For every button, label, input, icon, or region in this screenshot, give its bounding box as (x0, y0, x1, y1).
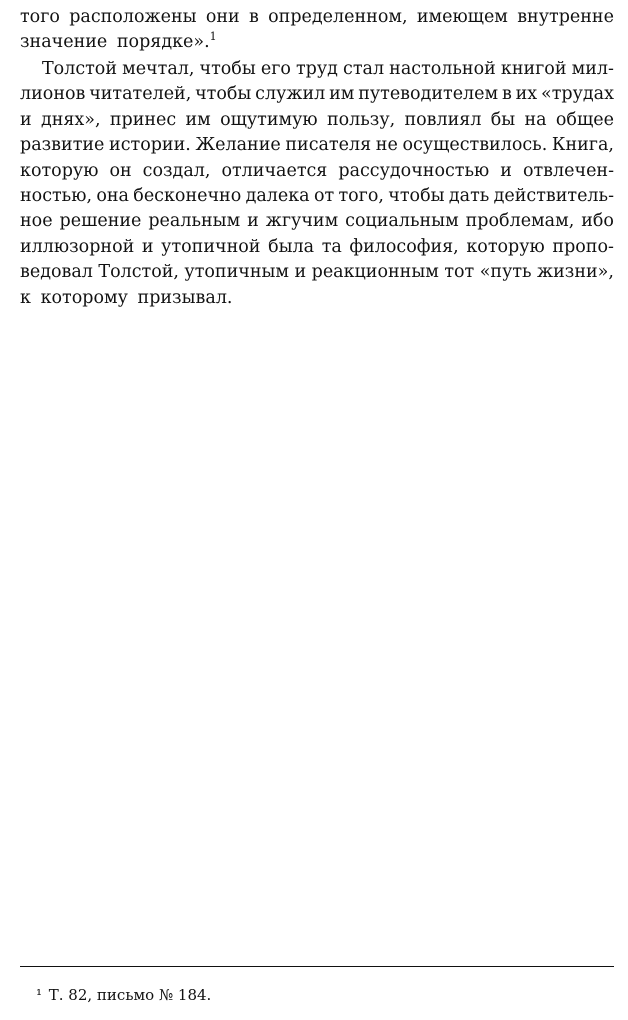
word: осуществилось. (402, 135, 548, 156)
word: ведовал (20, 262, 93, 283)
word: пропо- (552, 236, 614, 257)
text-line (20, 133, 614, 158)
word: проблемам, (465, 211, 575, 232)
word: к (20, 287, 31, 308)
word: читателей, (89, 84, 192, 105)
text-line (20, 159, 614, 184)
word: она (96, 185, 129, 206)
footnote-divider (20, 966, 614, 967)
word: они (205, 7, 240, 27)
word: жгучим (265, 211, 339, 232)
word: Толстой, (98, 262, 179, 283)
word: повлиял (404, 109, 482, 130)
word: и (141, 236, 154, 257)
paragraph-continuation (20, 5, 614, 56)
word: от (313, 185, 335, 206)
word: иллюзорной (20, 236, 135, 257)
word: труд (296, 59, 338, 79)
word: внутренне (517, 7, 614, 27)
text-line (20, 82, 614, 107)
text-line (20, 184, 614, 209)
word: философия, (349, 236, 459, 257)
word: отвлечен- (522, 160, 614, 181)
word: писателя (285, 135, 372, 156)
word: настольной (389, 59, 496, 79)
word: бесконечно (133, 185, 242, 206)
word: и (247, 211, 259, 232)
word: рассудочностью (338, 160, 490, 181)
word: не (375, 135, 398, 156)
word: ностью, (20, 185, 93, 206)
word: которому (40, 287, 128, 308)
word: того (20, 7, 60, 27)
word: порядке».$^1$ (116, 29, 217, 53)
text-line (20, 286, 614, 311)
text-line (20, 209, 614, 234)
word: принес (109, 109, 177, 130)
word: общее (555, 109, 614, 130)
word: создал, (142, 160, 211, 181)
word: реальным (148, 211, 241, 232)
word: дать (448, 185, 490, 206)
word: которую (20, 160, 99, 181)
word: ное (20, 211, 53, 232)
text-line (20, 30, 614, 55)
word: социальным (345, 211, 459, 232)
word: «путь (479, 262, 532, 283)
word: книгой (500, 59, 567, 79)
word: путеводителем (358, 84, 499, 105)
word: жизни», (537, 262, 614, 283)
word: ибо (581, 211, 614, 232)
text-line (20, 57, 614, 82)
word: утопичным (184, 262, 290, 283)
word: мечтал, (122, 59, 195, 79)
word: «трудах (540, 84, 614, 105)
text-line (20, 5, 614, 30)
word: лионов (20, 84, 86, 105)
word: чтобы (199, 59, 256, 79)
word: та (321, 236, 342, 257)
text-line (20, 108, 614, 133)
word: решение (59, 211, 142, 232)
text-line (20, 235, 614, 260)
word: бы (490, 109, 516, 130)
word: развитие (20, 135, 105, 156)
word: днях», (40, 109, 101, 130)
word: в (501, 84, 512, 105)
word: значение (20, 32, 108, 53)
word: имеющем (416, 7, 508, 27)
word: реакционным (311, 262, 439, 283)
word: была (268, 236, 315, 257)
word: истории. (109, 135, 191, 156)
word: стал (343, 59, 385, 79)
word: и (294, 262, 307, 283)
word: Желание (195, 135, 281, 156)
word: чтобы (195, 84, 252, 105)
word: отличается (221, 160, 328, 181)
word: на (524, 109, 547, 130)
word: и (500, 160, 512, 181)
word: которую (466, 236, 545, 257)
word: служил (255, 84, 326, 105)
word: мил- (571, 59, 614, 79)
paragraph-tolstoy-dream (20, 57, 614, 311)
word: Толстой (42, 59, 118, 79)
word: действитель- (493, 185, 614, 206)
word: и (20, 109, 32, 130)
text-line (20, 260, 614, 285)
word: того, (338, 185, 384, 206)
word: им (329, 84, 355, 105)
footnote (36, 986, 211, 1004)
word: им (185, 109, 211, 130)
footnote-text: Т. 82, письмо № 184. (48, 986, 212, 1004)
word: определенном, (268, 7, 408, 27)
word: чтобы (388, 185, 445, 206)
word: расположены (69, 7, 197, 27)
word: ощутимую (220, 109, 318, 130)
word: утопичной (161, 236, 261, 257)
word: призывал. (137, 287, 233, 308)
word: он (109, 160, 132, 181)
word: их (515, 84, 538, 105)
word: пользу, (326, 109, 396, 130)
word: в (248, 7, 259, 27)
word: тот (444, 262, 475, 283)
word: Книга, (551, 135, 614, 156)
word: далека (245, 185, 310, 206)
word: его (260, 59, 291, 79)
footnote-marker: ¹ (36, 986, 43, 1004)
